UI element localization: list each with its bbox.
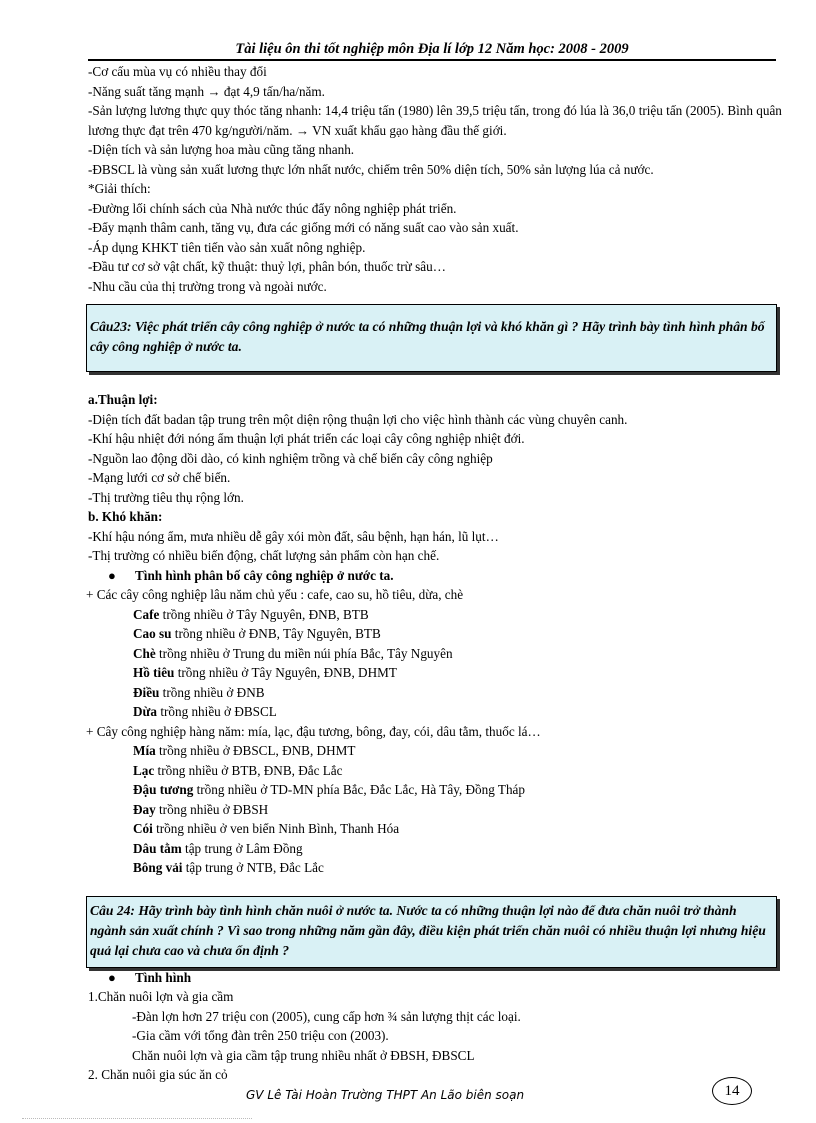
text-line: -Diện tích đất badan tập trung trên một diện rộng thuận lợi cho việc hình thành các vùng chuyên canh.	[88, 411, 628, 427]
text-line: *Giải thích:	[88, 181, 151, 196]
text-line: -Diện tích và sản lượng hoa màu cũng tăng nhanh.	[88, 142, 355, 157]
question-23-box	[86, 304, 777, 372]
text-line: -Thị trường tiêu thụ rộng lớn.	[88, 489, 244, 505]
crop-line: Bông vải tập trung ở NTB, Đắc Lắc	[133, 860, 324, 875]
text-line: -Khí hậu nóng ẩm, mưa nhiều dễ gây xói mòn đất, sâu bệnh, hạn hán, lũ lụt…	[88, 528, 499, 544]
item-2-heading: 2. Chăn nuôi gia súc ăn cỏ	[88, 1067, 228, 1082]
text-line: -Đường lối chính sách của Nhà nước thúc đẩy nông nghiệp phát triển.	[88, 200, 457, 216]
question-23-text: Câu23: Việc phát triển cây công nghiệp ở nước ta có những thuận lợi và khó khăn gì ? Hãy trình bày tình hình phân bố cây công nghiệp ở nước ta.	[90, 319, 765, 354]
footer-author: GV Lê Tài Hoàn Trường THPT An Lão biên soạn	[246, 1088, 525, 1102]
crop-line: Lạc trồng nhiều ở BTB, ĐNB, Đắc Lắc	[133, 762, 343, 778]
text-line: -Năng suất tăng mạnh → đạt 4,9 tấn/ha/năm.	[88, 83, 325, 99]
distribution-heading-text: Tình hình phân bố cây công nghiệp ở nước ta.	[135, 567, 394, 583]
crop-line: Chè trồng nhiều ở Trung du miền núi phía Bắc, Tây Nguyên	[133, 645, 453, 661]
status-heading-text: Tình hình	[135, 969, 192, 985]
bullet-icon: ●	[108, 969, 116, 985]
text-line: -Thị trường có nhiều biến động, chất lượng sản phẩm còn hạn chế.	[88, 548, 440, 563]
header-title: Tài liệu ôn thi tốt nghiệp môn Địa lí lớp 12 Năm học: 2008 - 2009	[235, 41, 629, 57]
footer-divider	[22, 1118, 252, 1119]
distribution-heading	[88, 566, 788, 586]
crop-line: Cao su trồng nhiều ở ĐNB, Tây Nguyên, BTB	[133, 626, 381, 641]
text-line: -Cơ cấu mùa vụ có nhiều thay đổi	[88, 64, 267, 79]
text-line: -Áp dụng KHKT tiên tiến vào sản xuất nông nghiệp.	[88, 239, 366, 255]
crop-line: Hồ tiêu trồng nhiều ở Tây Nguyên, ĐNB, DHMT	[133, 665, 397, 680]
question-24-text: Câu 24: Hãy trình bày tình hình chăn nuôi ở nước ta. Nước ta có những thuận lợi nào để đưa chăn nuôi trở thành ngành sản xuất chính ? Vì sao trong những năm gần đây, điều kiện phát triển chăn nuôi có nhiều thuận lợi nhưng hiệu quả lại chưa cao và chưa ổn định ?	[90, 902, 766, 958]
page-header	[88, 40, 776, 61]
text-line: -Đẩy mạnh thâm canh, tăng vụ, đưa các giống mới có năng suất cao vào sản xuất.	[88, 220, 519, 235]
text-line: -Đàn lợn hơn 27 triệu con (2005), cung cấp hơn ¾ sản lượng thịt các loại.	[132, 1008, 521, 1024]
text-line: -Nhu cầu của thị trường trong và ngoài nước.	[88, 278, 327, 294]
text-line: -Mạng lưới cơ sở chế biến.	[88, 470, 231, 485]
crop-line: Điều trồng nhiều ở ĐNB	[133, 684, 265, 700]
crop-line: Dâu tằm tập trung ở Lâm Đồng	[133, 840, 303, 856]
item-1-heading: 1.Chăn nuôi lợn và gia cầm	[88, 989, 234, 1004]
advantages-heading: a.Thuận lợi:	[88, 392, 158, 407]
page-content	[88, 62, 788, 1085]
bullet-icon: ●	[108, 567, 116, 583]
crop-line: Mía trồng nhiều ở ĐBSCL, ĐNB, DHMT	[133, 743, 356, 758]
page-number: 14	[712, 1077, 752, 1105]
status-heading	[88, 968, 788, 988]
text-line: -ĐBSCL là vùng sản xuất lương thực lớn nhất nước, chiếm trên 50% diện tích, 50% sản lượng lúa cả nước.	[88, 161, 654, 177]
text-line: Chăn nuôi lợn và gia cầm tập trung nhiều nhất ở ĐBSH, ĐBSCL	[132, 1047, 475, 1063]
text-line: -Gia cầm với tổng đàn trên 250 triệu con (2003).	[132, 1028, 389, 1043]
difficulties-heading: b. Khó khăn:	[88, 509, 163, 524]
text-line: -Khí hậu nhiệt đới nóng ẩm thuận lợi phát triển các loại cây công nghiệp nhiệt đới.	[88, 431, 525, 446]
annual-intro: + Cây công nghiệp hàng năm: mía, lạc, đậu tương, bông, đay, cói, dâu tằm, thuốc lá…	[86, 723, 541, 739]
crop-line: Dừa trồng nhiều ở ĐBSCL	[133, 704, 277, 719]
perennial-intro: + Các cây công nghiệp lâu năm chủ yếu : cafe, cao su, hồ tiêu, dừa, chè	[86, 587, 464, 602]
text-line: -Nguồn lao động dồi dào, có kinh nghiệm trồng và chế biến cây công nghiệp	[88, 450, 493, 466]
crop-line: Cafe trồng nhiều ở Tây Nguyên, ĐNB, BTB	[133, 606, 369, 622]
question-24-box	[86, 896, 777, 968]
crop-line: Đay trồng nhiều ở ĐBSH	[133, 801, 269, 817]
crop-line: Đậu tương trồng nhiều ở TD-MN phía Bắc, Đắc Lắc, Hà Tây, Đồng Tháp	[133, 782, 525, 797]
text-line: -Đầu tư cơ sở vật chất, kỹ thuật: thuỷ lợi, phân bón, thuốc trừ sâu…	[88, 259, 446, 274]
crop-line: Cói trồng nhiều ở ven biển Ninh Bình, Thanh Hóa	[133, 821, 400, 836]
text-paragraph: -Sản lượng lương thực quy thóc tăng nhanh: 14,4 triệu tấn (1980) lên 39,5 triệu tấn, trong đó lúa là 36,0 triệu tấn (2005). Bình quân lương thực đạt trên 470 kg/người/năm. → VN xuất khẩu gạo hàng đầu thế giới.	[88, 103, 782, 138]
